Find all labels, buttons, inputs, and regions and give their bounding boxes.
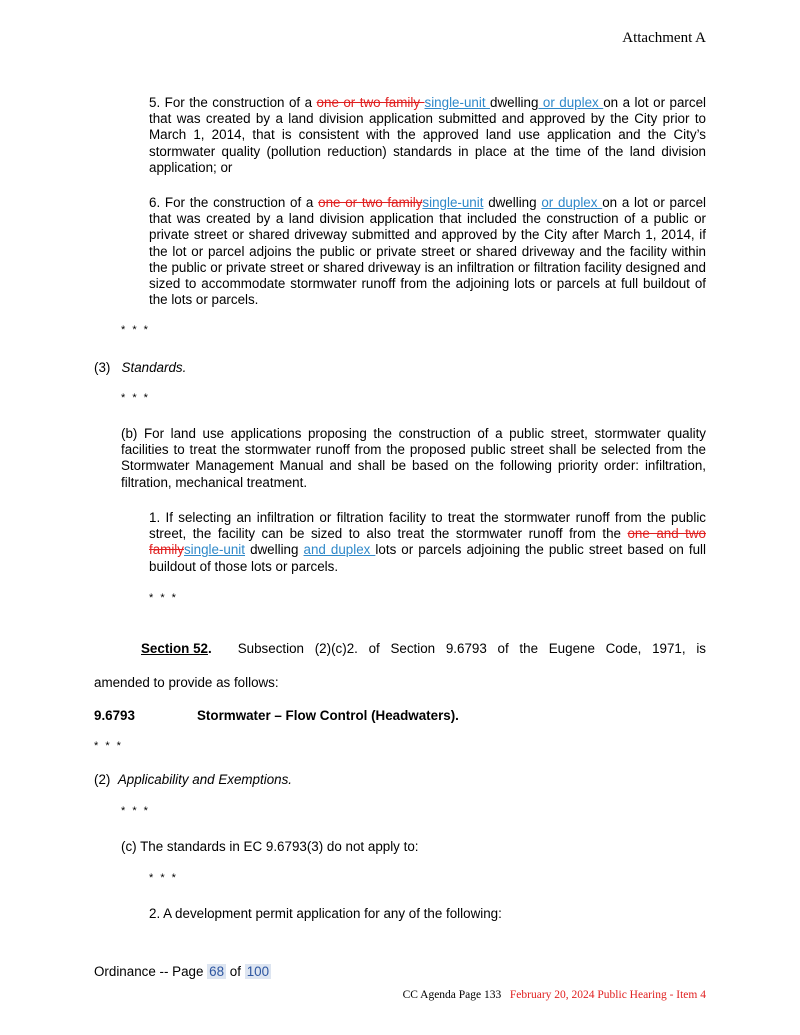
- item-6-text-c: on a lot or parcel that was created by a land division application that included the construction of a public or private street or shared driveway submitted and approved by the City after March 1, 2014, if the lot or parcel adjoins the public or private street or shared driveway and the facility within the public or private street or shared driveway is an infiltration or filtration facility designed and sized to accommodate stormwater runoff from the adjoining lots or parcels at full buildout of the lots or parcels.: [149, 195, 707, 308]
- item-5-text-a: 5. For the construction of a: [149, 95, 317, 110]
- omission-stars: * * *: [121, 324, 150, 336]
- item-b-text: (b) For land use applications proposing the construction of a public street, stormwater quality facilities to treat the stormwater runoff from the proposed public street shall be selected from the Stormwater Management Manual and shall be based on the following priority order: infiltration, filtration, mechanical treatment.: [121, 426, 706, 490]
- section-52-period: .: [207, 641, 212, 656]
- item-6-text-a: 6. For the construction of a: [149, 195, 319, 210]
- attachment-label: Attachment A: [622, 30, 706, 46]
- item-c: (c) The standards in EC 9.6793(3) do not apply to:: [121, 839, 419, 854]
- inserted-text: and duplex: [303, 542, 376, 558]
- inserted-text: single-unit: [424, 95, 491, 110]
- of-label: of: [229, 964, 241, 979]
- inserted-text: or duplex: [541, 195, 603, 210]
- ordinance-label: Ordinance -- Page: [94, 964, 204, 979]
- inserted-text: single-unit: [422, 195, 484, 210]
- agenda-footer: [0, 989, 706, 1001]
- deleted-text: one or two family: [316, 95, 425, 110]
- agenda-page: CC Agenda Page 133: [402, 989, 502, 1001]
- omission-stars: * * *: [121, 805, 150, 817]
- code-title: Stormwater – Flow Control (Headwaters).: [197, 708, 459, 723]
- inserted-text: or duplex: [538, 95, 604, 110]
- applicability-title: Applicability and Exemptions.: [117, 772, 292, 787]
- inserted-text: single-unit: [183, 542, 246, 558]
- section-52-text: Subsection (2)(c)2. of Section 9.6793 of the Eugene Code, 1971, is: [237, 641, 706, 656]
- item-6-text-b: dwelling: [483, 195, 542, 210]
- item-b-1-text-b: dwelling: [245, 542, 304, 558]
- page-number: 68: [209, 964, 225, 979]
- omission-stars: * * *: [94, 740, 123, 752]
- section-52-continuation: amended to provide as follows:: [94, 675, 279, 690]
- item-5: [149, 95, 706, 176]
- code-number: 9.6793: [94, 708, 135, 723]
- page-total: 100: [246, 964, 270, 979]
- item-c-2: 2. A development permit application for any of the following:: [149, 906, 502, 921]
- page-footer: [94, 964, 271, 979]
- item-b-1-text-a: 1. If selecting an infiltration or filtration facility to treat the stormwater runoff from the public street, the facility can be sized to also treat the stormwater runoff from the: [149, 510, 706, 542]
- applicability-heading: [94, 772, 292, 787]
- deleted-text: one and two family: [149, 526, 706, 558]
- hearing-info: February 20, 2024 Public Hearing - Item 4: [509, 989, 706, 1001]
- item-6: [149, 195, 706, 308]
- omission-stars: * * *: [121, 392, 150, 404]
- section-52-line: [141, 641, 706, 656]
- section-52-label: Section 52: [141, 641, 208, 656]
- standards-number: (3): [94, 360, 111, 375]
- applicability-number: (2): [94, 772, 111, 787]
- standards-heading: [94, 360, 186, 375]
- standards-title: Standards.: [121, 360, 187, 375]
- item-b-1: [149, 510, 706, 575]
- item-5-text-b: dwelling: [490, 95, 539, 110]
- deleted-text: one or two family: [318, 195, 423, 210]
- item-5-text-c: on a lot or parcel that was created by a land division application submitted and approved by the City prior to March 1, 2014, that is consistent with the approved land use application and the City’s stormwater quality (pollution reduction) standards in place at the time of the land division application; or: [149, 95, 706, 175]
- omission-stars: * * *: [149, 872, 178, 884]
- omission-stars: * * *: [149, 592, 178, 604]
- item-b: [121, 426, 706, 491]
- item-b-1-text-c: lots or parcels adjoining the public street based on full buildout of those lots or parcels.: [149, 542, 706, 574]
